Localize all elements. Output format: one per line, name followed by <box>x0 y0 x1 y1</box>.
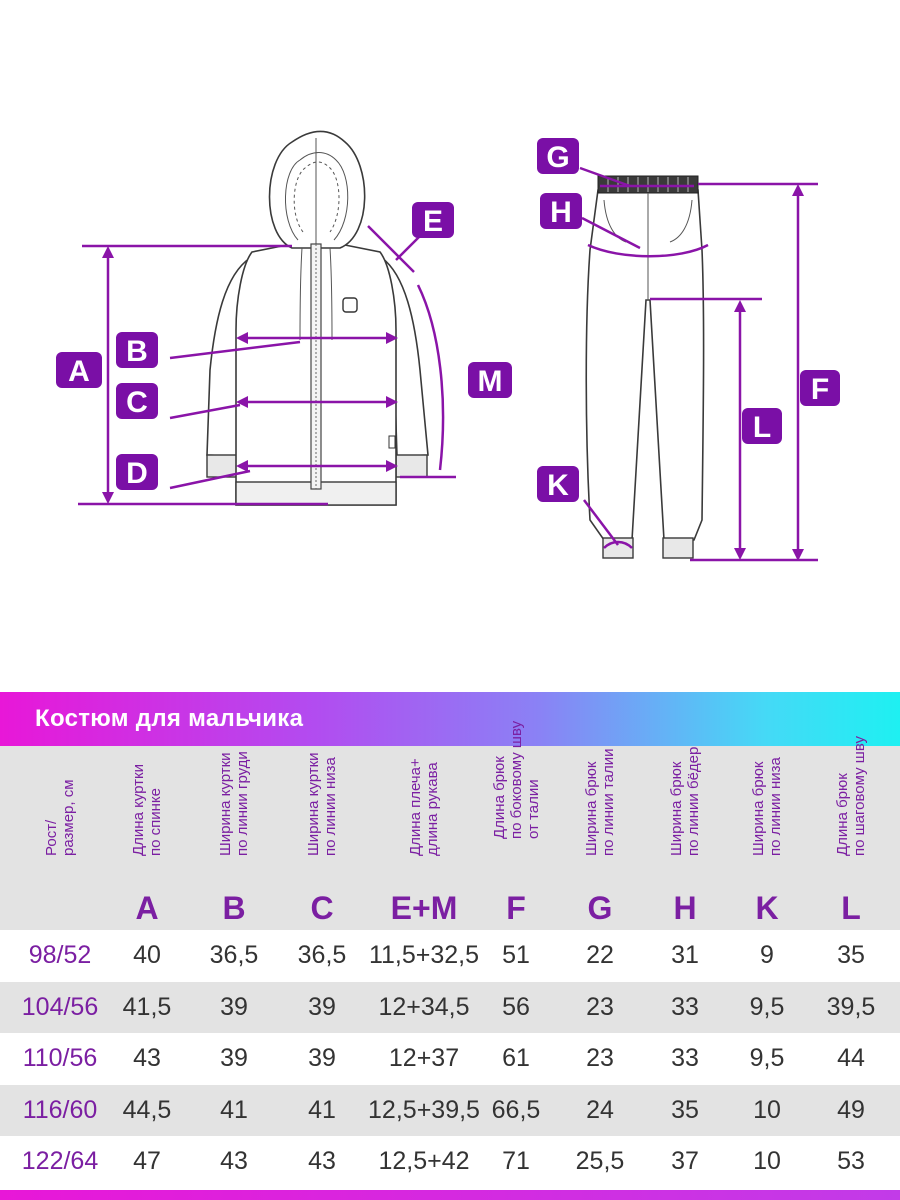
header-col-1 <box>105 746 189 930</box>
measure-cell: 37 <box>671 1147 699 1176</box>
measure-cell: 41 <box>308 1095 336 1124</box>
header-letter: F <box>506 890 526 926</box>
measure-cell: 51 <box>502 941 530 969</box>
svg-text:A: A <box>68 355 90 388</box>
measure-cell: 53 <box>837 1147 865 1176</box>
header-col-7 <box>643 746 727 930</box>
label-L <box>742 408 782 444</box>
svg-text:C: C <box>126 386 148 419</box>
jacket-drawing <box>207 132 428 506</box>
header-col-4 <box>382 746 466 930</box>
measure-cell: 43 <box>133 1044 161 1073</box>
measure-cell: 23 <box>586 1044 614 1073</box>
measure-cell: 43 <box>220 1147 248 1176</box>
measure-cell: 11,5+32,5 <box>368 941 480 969</box>
svg-text:H: H <box>550 196 572 229</box>
table-header <box>0 720 900 930</box>
header-col-8 <box>725 746 809 930</box>
header-col-9 <box>809 736 893 930</box>
measure-cell: 47 <box>133 1147 161 1176</box>
header-col-2 <box>192 746 276 930</box>
measure-cell: 36,5 <box>209 941 259 969</box>
measure-cell: 23 <box>586 992 614 1021</box>
table-row <box>0 982 900 1034</box>
table-banner <box>0 692 900 746</box>
table-title: Костюм для мальчика <box>35 705 304 732</box>
header-col-6 <box>558 746 642 930</box>
header-label: Длина брюк по шаговому шву <box>834 736 868 856</box>
measure-cell: 39,5 <box>826 992 876 1021</box>
measure-cell: 9,5 <box>749 1044 785 1073</box>
measure-cell: 33 <box>671 992 699 1021</box>
label-A <box>56 352 102 388</box>
label-M <box>468 362 512 398</box>
header-col-3 <box>280 746 364 930</box>
svg-text:M: M <box>477 365 503 398</box>
header-label: Длина брюк по боковому шву от талии <box>490 720 542 839</box>
header-letter: H <box>673 890 697 926</box>
header-label: Ширина брюк по линии бёдер <box>668 746 702 856</box>
measure-cell: 35 <box>837 941 865 969</box>
table-row <box>0 1085 900 1137</box>
header-letter: B <box>222 890 246 926</box>
measure-cell: 44,5 <box>122 1095 172 1124</box>
label-H <box>540 193 582 229</box>
measure-cell: 61 <box>502 1044 530 1073</box>
header-label: Длина куртки по спинке <box>130 764 164 856</box>
header-letter: G <box>587 890 613 926</box>
header-col-0 <box>18 746 102 930</box>
label-K <box>537 466 579 502</box>
measure-cell: 39 <box>220 992 248 1021</box>
measure-cell: 10 <box>753 1147 781 1176</box>
header-label: Рост/ размер, см <box>43 779 77 856</box>
measure-cell: 43 <box>308 1147 336 1176</box>
header-label: Длина плеча+ длина рукава <box>407 758 441 856</box>
header-letter: K <box>755 890 779 926</box>
measure-cell: 22 <box>586 941 614 969</box>
measure-cell: 39 <box>308 1044 336 1073</box>
svg-text:K: K <box>547 469 569 502</box>
header-col-5 <box>474 720 558 930</box>
label-G <box>537 138 579 174</box>
measure-cell: 12+37 <box>388 1044 460 1073</box>
label-B <box>116 332 158 368</box>
size-cell: 110/56 <box>22 1044 98 1073</box>
measure-cell: 25,5 <box>575 1147 625 1176</box>
measure-cell: 24 <box>586 1095 614 1124</box>
measure-cell: 49 <box>837 1095 865 1124</box>
size-cell: 104/56 <box>21 992 99 1021</box>
svg-text:G: G <box>546 141 570 174</box>
measure-cell: 31 <box>671 941 699 969</box>
header-label: Ширина куртки по линии низа <box>305 752 339 856</box>
header-label: Ширина брюк по линии талии <box>583 748 617 856</box>
size-cell: 98/52 <box>28 941 92 969</box>
label-F <box>800 370 840 406</box>
bottom-bar <box>0 1190 900 1200</box>
label-D <box>116 454 158 490</box>
pants-drawing <box>586 176 703 558</box>
measure-cell: 44 <box>837 1044 865 1073</box>
measure-cell: 39 <box>220 1044 248 1073</box>
measure-cell: 36,5 <box>297 941 347 969</box>
header-label: Ширина брюк по линии низа <box>750 757 784 856</box>
size-cell: 116/60 <box>22 1095 98 1124</box>
measure-cell: 9 <box>760 941 774 969</box>
measure-cell: 33 <box>671 1044 699 1073</box>
measure-cell: 12+34,5 <box>378 992 470 1021</box>
measure-cell: 56 <box>502 992 530 1021</box>
svg-text:L: L <box>752 411 772 444</box>
measure-cell: 41 <box>220 1095 248 1124</box>
size-table-body <box>0 930 900 1188</box>
svg-text:B: B <box>126 335 148 368</box>
measure-cell: 71 <box>502 1147 530 1176</box>
measure-cell: 12,5+42 <box>378 1147 470 1176</box>
header-letter: E+M <box>390 890 458 926</box>
svg-text:F: F <box>810 373 830 406</box>
size-cell: 122/64 <box>21 1147 99 1176</box>
header-label: Ширина куртки по линии груди <box>217 751 251 856</box>
table-row <box>0 1033 900 1085</box>
measure-cell: 35 <box>671 1095 699 1124</box>
measure-cell: 41,5 <box>122 992 172 1021</box>
measure-cell: 12,5+39,5 <box>368 1095 480 1124</box>
label-E <box>412 202 454 238</box>
header-letter: C <box>310 890 334 926</box>
label-C <box>116 383 158 419</box>
table-row <box>0 1136 900 1188</box>
measure-cell: 10 <box>753 1095 781 1124</box>
measure-cell: 9,5 <box>749 992 785 1021</box>
measure-cell: 40 <box>133 941 161 969</box>
measure-cell: 66,5 <box>491 1095 541 1124</box>
table-row <box>0 930 900 982</box>
svg-text:D: D <box>126 457 148 490</box>
header-letter: A <box>135 890 159 926</box>
header-letter: L <box>841 890 861 926</box>
measure-cell: 39 <box>308 992 336 1021</box>
svg-text:E: E <box>422 205 444 238</box>
